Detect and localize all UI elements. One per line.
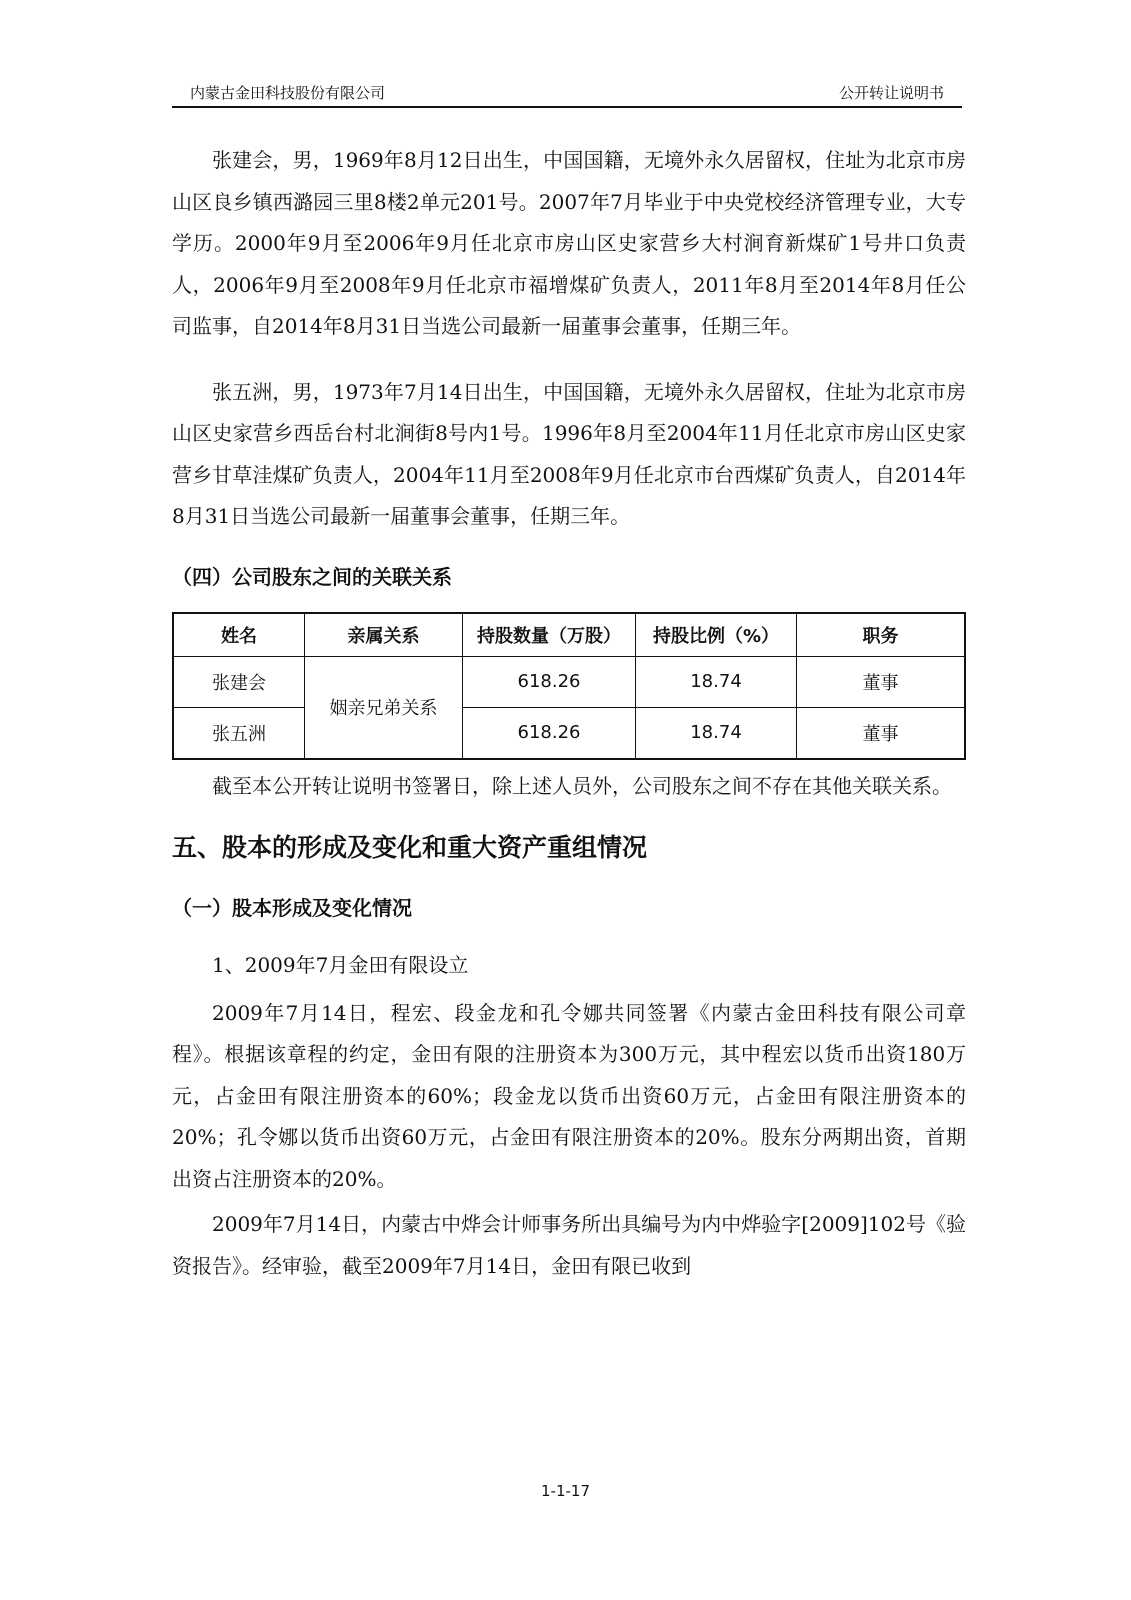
table-row xyxy=(173,656,965,707)
column-header-ratio: 持股比例（%） xyxy=(636,613,797,657)
table-header-row xyxy=(173,613,965,657)
column-header-name: 姓名 xyxy=(173,613,305,657)
page-header xyxy=(172,78,962,108)
cell-name: 张五洲 xyxy=(173,707,305,759)
header-doc-title: 公开转让说明书 xyxy=(838,84,944,102)
cell-position: 董事 xyxy=(797,707,966,759)
cell-shares: 618.26 xyxy=(463,707,636,759)
shareholder-relation-table xyxy=(172,612,966,760)
establishment-paragraph: 2009年7月14日，程宏、段金龙和孔令娜共同签署《内蒙古金田科技有限公司章程》。根据该章程的约定，金田有限的注册资本为300万元，其中程宏以货币出资180万元，占金田有限注册资本的60%；段金龙以货币出资60万元，占金田有限注册资本的20%；孔令娜以货币出资60万元，占金田有限注册资本的20%。股东分两期出资，首期出资占注册资本的20%。 xyxy=(172,1000,966,1191)
capital-verification-paragraph: 2009年7月14日，内蒙古中烨会计师事务所出具编号为内中烨验字[2009]102号《验资报告》。经审验，截至2009年7月14日，金田有限已收到 xyxy=(172,1212,966,1278)
column-header-position: 职务 xyxy=(797,613,966,657)
item-heading-establishment: 1、2009年7月金田有限设立 xyxy=(212,953,469,977)
page-number: 1-1-17 xyxy=(541,1482,590,1500)
cell-relation: 姻亲兄弟关系 xyxy=(305,656,463,759)
cell-position: 董事 xyxy=(797,656,966,707)
cell-ratio: 18.74 xyxy=(636,707,797,759)
sub-heading-capital-formation: （一）股本形成及变化情况 xyxy=(172,896,412,920)
section-heading-share-capital: 五、股本的形成及变化和重大资产重组情况 xyxy=(172,833,648,862)
cell-shares: 618.26 xyxy=(463,656,636,707)
bio-paragraph-zhang-jianhui: 张建会，男，1969年8月12日出生，中国国籍，无境外永久居留权，住址为北京市房山区良乡镇西潞园三里8楼2单元201号。2007年7月毕业于中央党校经济管理专业，大专学历。2000年9月至2006年9月任北京市房山区史家营乡大村涧育新煤矿1号井口负责人，2006年9月至2008年9月任北京市福增煤矿负责人，2011年8月至2014年8月任公司监事，自2014年8月31日当选公司最新一届董事会董事，任期三年。 xyxy=(172,148,966,338)
cell-ratio: 18.74 xyxy=(636,656,797,707)
related-party-note: 截至本公开转让说明书签署日，除上述人员外，公司股东之间不存在其他关联关系。 xyxy=(212,773,952,798)
cell-name: 张建会 xyxy=(173,656,305,707)
header-company: 内蒙古金田科技股份有限公司 xyxy=(190,84,386,102)
section-heading-related-parties: （四）公司股东之间的关联关系 xyxy=(172,564,452,589)
column-header-shares: 持股数量（万股） xyxy=(463,613,636,657)
page-content xyxy=(172,140,966,1287)
bio-paragraph-zhang-wuzhou: 张五洲，男，1973年7月14日出生，中国国籍，无境外永久居留权，住址为北京市房山区史家营乡西岳台村北涧街8号内1号。1996年8月至2004年11月任北京市房山区史家营乡甘草洼煤矿负责人，2004年11月至2008年9月任北京市台西煤矿负责人，自2014年8月31日当选公司最新一届董事会董事，任期三年。 xyxy=(172,379,966,528)
table-row xyxy=(173,707,965,759)
column-header-relation: 亲属关系 xyxy=(305,613,463,657)
